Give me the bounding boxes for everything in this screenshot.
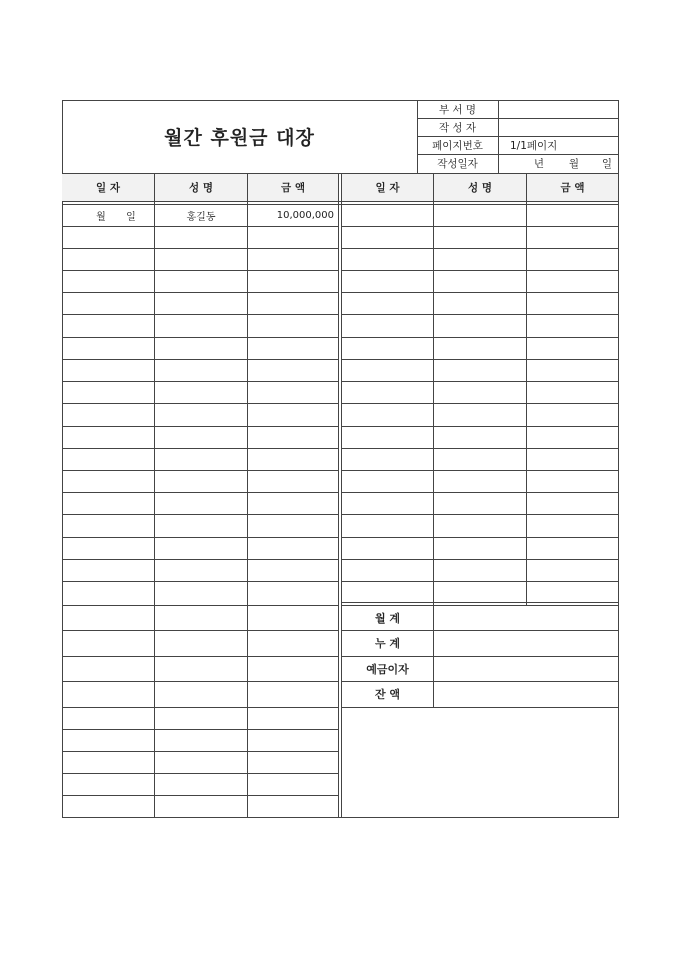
row-line <box>62 448 338 449</box>
summary-line <box>342 707 619 708</box>
row-line <box>342 292 619 293</box>
donation-ledger-sheet <box>62 100 619 818</box>
row-line <box>62 681 338 682</box>
row-line <box>62 426 338 427</box>
row-line <box>62 403 338 404</box>
summary-top-line <box>342 602 619 603</box>
row-line <box>62 470 338 471</box>
row-line <box>62 314 338 315</box>
column-header-amount-left: 금 액 <box>248 174 338 201</box>
row-line <box>342 359 619 360</box>
cumulative-total-label: 누 계 <box>374 637 401 650</box>
writer-label: 작 성 자 <box>438 121 477 134</box>
summary-line <box>342 681 619 682</box>
summary-top-line <box>342 605 619 606</box>
row-line <box>342 403 619 404</box>
dept-label: 부 서 명 <box>438 103 477 116</box>
row-line <box>62 656 338 657</box>
row-line <box>62 514 338 515</box>
page-title: 월간 후원금 대장 <box>164 127 315 149</box>
writer-value[interactable] <box>498 118 619 136</box>
row-line <box>62 751 338 752</box>
column-line <box>433 173 434 605</box>
row-line <box>62 773 338 774</box>
row-line <box>342 448 619 449</box>
date-month: 월 <box>568 158 580 170</box>
date-day: 일 <box>601 158 613 170</box>
page-number-label: 페이지번호 <box>432 139 483 152</box>
row-line <box>342 514 619 515</box>
date-label: 작성일자 <box>437 158 478 170</box>
row-line <box>62 729 338 730</box>
row-line <box>62 795 338 796</box>
column-header-name-right: 성 명 <box>434 174 526 201</box>
row-line <box>342 381 619 382</box>
row-line <box>62 581 338 582</box>
row-line <box>62 537 338 538</box>
row-line <box>342 337 619 338</box>
center-divider <box>338 173 339 818</box>
first-row-amount: 10,000,000 <box>276 210 334 221</box>
column-header-date-left: 일 자 <box>62 174 154 201</box>
row-line <box>62 226 338 227</box>
first-row-name: 홍길동 <box>186 212 216 223</box>
column-line <box>526 173 527 605</box>
summary-line <box>342 630 619 631</box>
row-line <box>342 226 619 227</box>
first-row-month: 월 <box>96 212 106 223</box>
column-header-date-right: 일 자 <box>342 174 433 201</box>
row-line <box>62 559 338 560</box>
summary-line <box>342 656 619 657</box>
column-header-name-left: 성 명 <box>155 174 247 201</box>
first-row-day: 일 <box>126 212 136 223</box>
row-line <box>62 359 338 360</box>
row-line <box>342 470 619 471</box>
date-year: 년 <box>533 158 545 170</box>
row-line <box>342 314 619 315</box>
column-header-amount-right: 금 액 <box>527 174 618 201</box>
row-line <box>62 605 338 606</box>
row-line <box>342 492 619 493</box>
row-line <box>62 270 338 271</box>
row-line <box>342 559 619 560</box>
page-number-value: 1/1페이지 <box>510 139 558 152</box>
row-line <box>62 707 338 708</box>
row-line <box>62 381 338 382</box>
row-line <box>62 337 338 338</box>
row-line <box>342 270 619 271</box>
deposit-interest-label: 예금이자 <box>366 662 409 676</box>
row-line <box>342 426 619 427</box>
row-line <box>342 537 619 538</box>
balance-label: 잔 액 <box>374 688 401 701</box>
row-line <box>62 292 338 293</box>
row-line <box>62 630 338 631</box>
row-line <box>342 248 619 249</box>
monthly-total-label: 월 계 <box>374 611 401 625</box>
dept-value[interactable] <box>498 100 619 118</box>
row-line <box>62 492 338 493</box>
row-line <box>342 581 619 582</box>
row-line <box>62 248 338 249</box>
